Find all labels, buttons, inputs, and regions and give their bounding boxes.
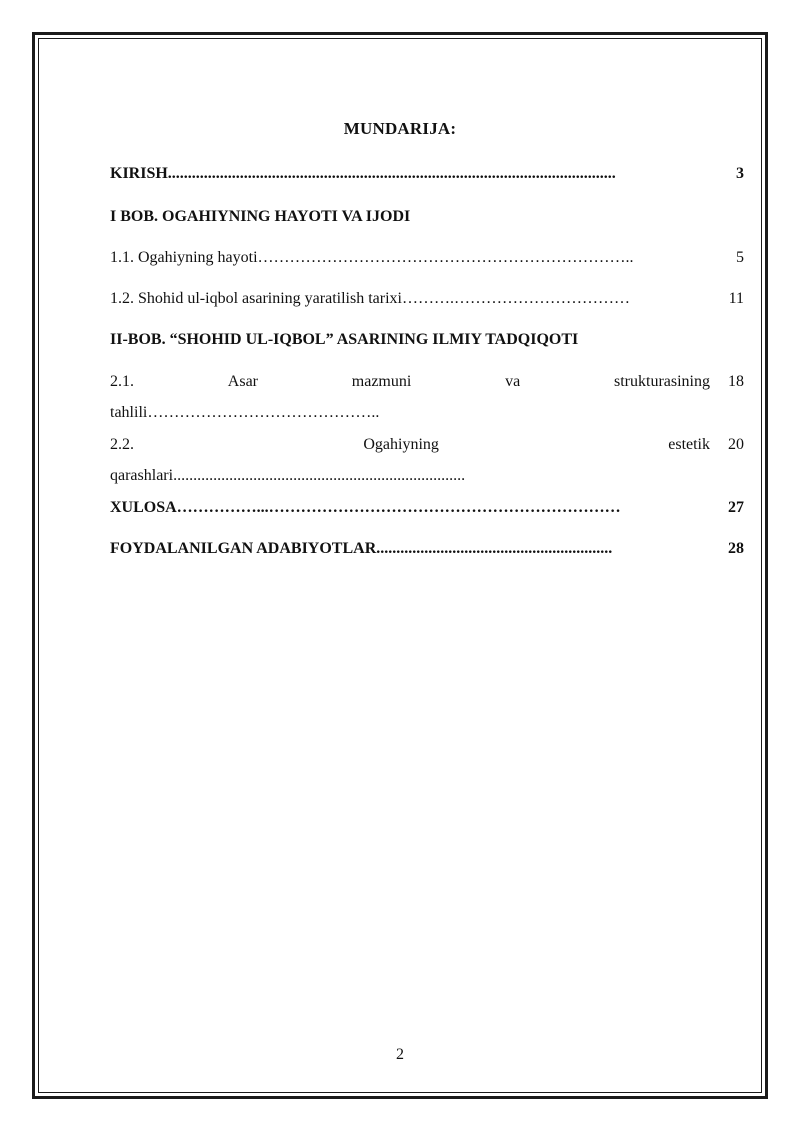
- toc-entry-1-2: 1.2. Shohid ul-iqbol asarining yaratilish tarixi……….……………………………: [110, 290, 630, 307]
- toc-entry-1-1: 1.1. Ogahiyning hayoti……………………………………………………………..: [110, 249, 634, 266]
- toc-page-xulosa: 27: [728, 499, 744, 516]
- toc-2-2-word: Ogahiyning: [363, 436, 439, 453]
- toc-entry-2-2-line1: [110, 435, 710, 455]
- toc-entry-kirish: KIRISH................................................................................................................: [110, 165, 616, 182]
- toc-chapter-1-heading: I BOB. OGAHIYNING HAYOTI VA IJODI: [110, 208, 411, 225]
- toc-entry-xulosa: XULOSA……………...…………………………………………………………: [110, 499, 621, 516]
- toc-2-1-word: Asar: [227, 373, 258, 390]
- toc-entry-2-2-line2: qarashlari.........................................................................: [110, 467, 466, 484]
- toc-entry-adabiyotlar: FOYDALANILGAN ADABIYOTLAR...........................................................: [110, 540, 613, 557]
- toc-page-adabiyotlar: 28: [728, 540, 744, 557]
- toc-2-1-word: 2.1.: [110, 373, 134, 390]
- toc-2-2-word: 2.2.: [110, 436, 134, 453]
- toc-2-2-word: estetik: [668, 436, 710, 453]
- toc-page-1-2: 11: [728, 290, 744, 307]
- page-border-inner: [38, 38, 762, 1093]
- toc-entry-2-1-line2: tahlili……………………………………..: [110, 404, 380, 421]
- toc-2-1-word: strukturasining: [614, 373, 710, 390]
- toc-title: MUNDARIJA:: [343, 119, 457, 138]
- toc-page-2-2: 20: [728, 436, 744, 453]
- toc-page-1-1: 5: [736, 249, 744, 266]
- toc-2-1-word: va: [505, 373, 521, 390]
- page-number: 2: [396, 1046, 404, 1063]
- toc-page-2-1: 18: [728, 373, 744, 390]
- toc-chapter-2-heading: II-BOB. “SHOHID UL-IQBOL” ASARINING ILMIY TADQIQOTI: [110, 331, 579, 348]
- toc-entry-2-1-line1: [110, 372, 710, 392]
- toc-2-1-word: mazmuni: [351, 373, 412, 390]
- toc-page-kirish: 3: [736, 165, 744, 182]
